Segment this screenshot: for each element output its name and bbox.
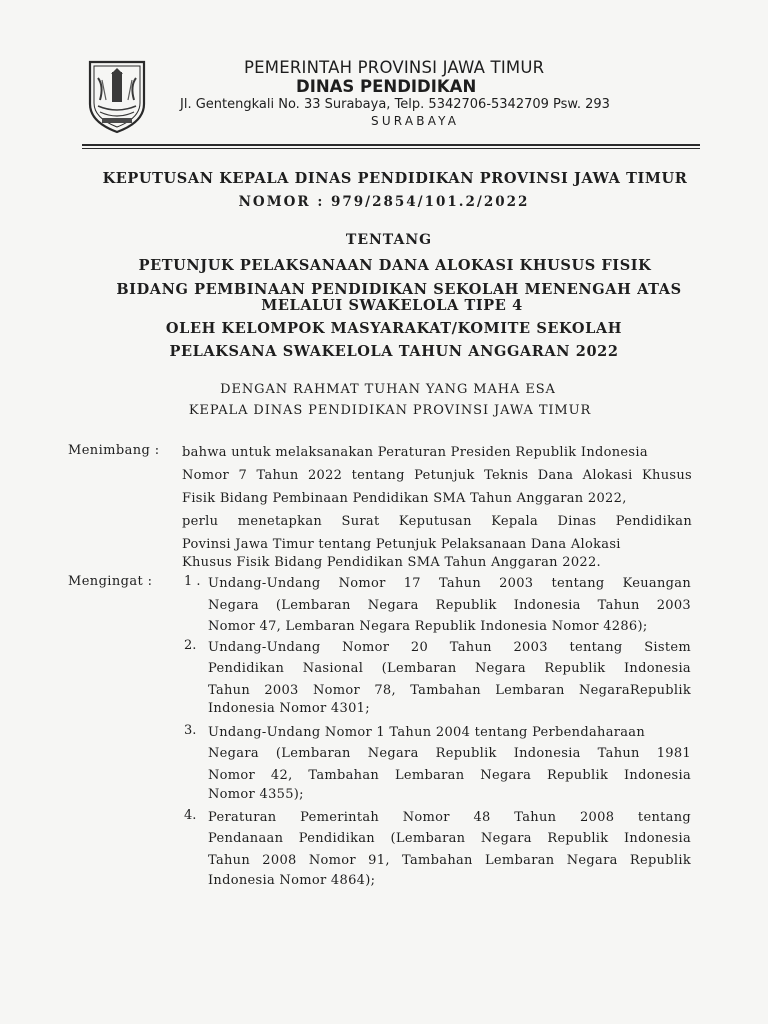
mengingat-item-line: Nomor 47, Lembaran Negara Republik Indonesia Nomor 4286);: [208, 619, 648, 634]
mengingat-item-line: Tahun 2008 Nomor 91, Tambahan Lembaran Negara Republik: [208, 853, 691, 868]
office-address: Jl. Gentengkali No. 33 Surabaya, Telp. 5342706-5342709 Psw. 293: [180, 97, 610, 112]
menimbang-line: perlu menetapkan Surat Keputusan Kepala Dinas Pendidikan: [182, 514, 692, 529]
mengingat-item-line: Undang-Undang Nomor 1 Tahun 2004 tentang Perbendaharaan: [208, 725, 646, 740]
menimbang-line: Povinsi Jawa Timur tentang Petunjuk Pelaksanaan Dana Alokasi: [182, 537, 621, 552]
decree-subject-line: PELAKSANA SWAKELOLA TAHUN ANGGARAN 2022: [169, 343, 619, 360]
menimbang-label: Menimbang :: [68, 443, 160, 458]
letterhead-rule: [82, 144, 700, 146]
decree-subject-line: BIDANG PEMBINAAN PENDIDIKAN SEKOLAH MENENGAH ATAS: [116, 281, 682, 298]
mengingat-item-number: 3.: [184, 723, 197, 738]
mengingat-item-line: Indonesia Nomor 4301;: [208, 701, 370, 716]
mengingat-item-number: 2.: [184, 638, 197, 653]
coat-of-arms-icon: [84, 56, 150, 134]
mengingat-item-line: Undang-Undang Nomor 17 Tahun 2003 tentang Keuangan: [208, 576, 691, 591]
mengingat-label: Mengingat :: [68, 574, 153, 589]
mengingat-item-line: Peraturan Pemerintah Nomor 48 Tahun 2008 tentang: [208, 810, 691, 825]
office-name: DINAS PENDIDIKAN: [296, 77, 477, 96]
mengingat-item-line: Pendidikan Nasional (Lembaran Negara Republik Indonesia: [208, 661, 691, 676]
decree-about-heading: TENTANG: [345, 232, 433, 248]
mengingat-item-number: 1 .: [184, 574, 201, 589]
menimbang-line: Khusus Fisik Bidang Pendidikan SMA Tahun Anggaran 2022.: [182, 555, 601, 570]
decree-subject-line: PETUNJUK PELAKSANAAN DANA ALOKASI KHUSUS FISIK: [138, 257, 652, 274]
mengingat-item-line: Nomor 4355);: [208, 787, 304, 802]
menimbang-line: Nomor 7 Tahun 2022 tentang Petunjuk Teknis Dana Alokasi Khusus: [182, 468, 692, 483]
letterhead-rule-thin: [82, 148, 700, 149]
mengingat-item-line: Negara (Lembaran Negara Republik Indonesia Tahun 1981: [208, 746, 691, 761]
mengingat-item-line: Negara (Lembaran Negara Republik Indonesia Tahun 2003: [208, 598, 691, 613]
invocation: DENGAN RAHMAT TUHAN YANG MAHA ESA: [220, 382, 556, 397]
mengingat-item-line: Pendanaan Pendidikan (Lembaran Negara Republik Indonesia: [208, 831, 691, 846]
office-city: SURABAYA: [371, 114, 460, 128]
mengingat-item-line: Nomor 42, Tambahan Lembaran Negara Republik Indonesia: [208, 768, 691, 783]
government-name: PEMERINTAH PROVINSI JAWA TIMUR: [244, 58, 545, 77]
decree-title: KEPUTUSAN KEPALA DINAS PENDIDIKAN PROVINSI JAWA TIMUR: [102, 170, 688, 187]
mengingat-item-line: Undang-Undang Nomor 20 Tahun 2003 tentang Sistem: [208, 640, 691, 655]
mengingat-item-number: 4.: [184, 808, 197, 823]
menimbang-line: Fisik Bidang Pembinaan Pendidikan SMA Tahun Anggaran 2022,: [182, 491, 627, 506]
mengingat-item-line: Indonesia Nomor 4864);: [208, 873, 376, 888]
issuing-authority: KEPALA DINAS PENDIDIKAN PROVINSI JAWA TIMUR: [188, 403, 592, 418]
mengingat-item-line: Tahun 2003 Nomor 78, Tambahan Lembaran NegaraRepublik: [208, 683, 691, 698]
decree-number: NOMOR : 979/2854/101.2/2022: [238, 194, 530, 210]
decree-subject-line: OLEH KELOMPOK MASYARAKAT/KOMITE SEKOLAH: [165, 320, 623, 337]
decree-subject-line: MELALUI SWAKELOLA TIPE 4: [261, 297, 523, 314]
menimbang-line: bahwa untuk melaksanakan Peraturan Presiden Republik Indonesia: [182, 445, 648, 460]
